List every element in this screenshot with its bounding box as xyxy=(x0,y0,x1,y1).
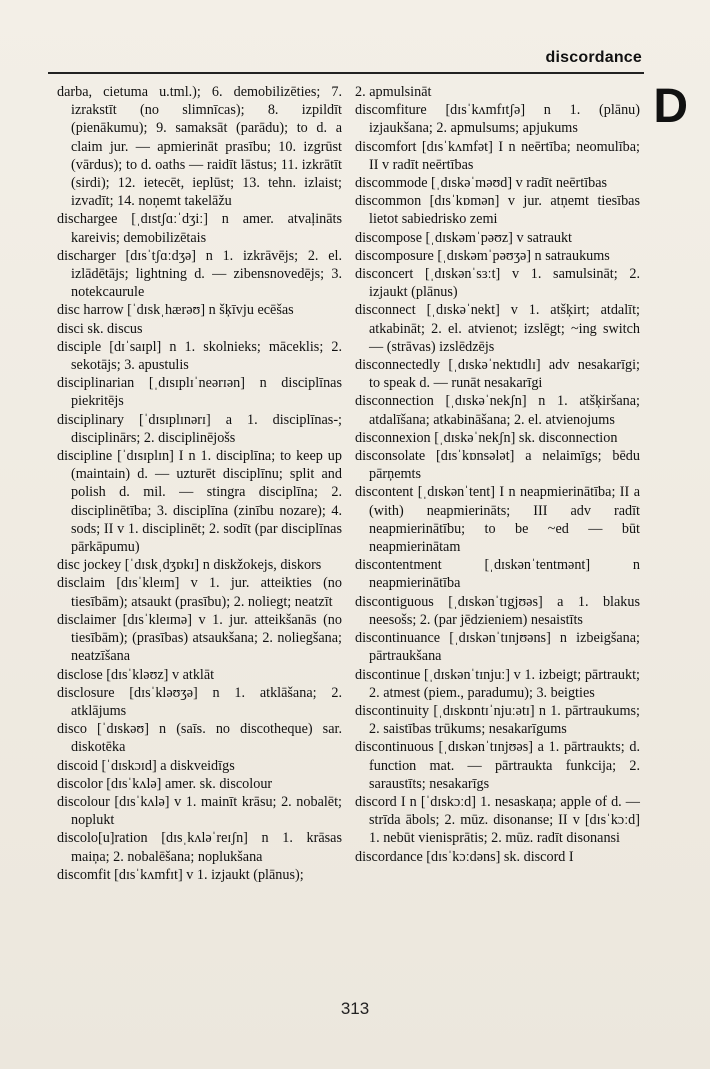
dictionary-entry: disconnexion [ˌdɪskəˈnekʃn] sk. disconnection xyxy=(355,429,618,446)
dictionary-entry: discipline [ˈdɪsɪplɪn] I n 1. disciplīna; to keep up (maintain) d. — uzturēt disciplīnu; split and polish d. mil. — stingra disciplīna; 2. disciplinētība; 3. disciplīna (zinību nozare); 4. sods; II v 1. disciplinēt; 2. sodīt (par disciplīnas pārkāpumu) xyxy=(57,448,342,556)
dictionary-entry: disciple [dɪˈsaɪpl] n 1. skolnieks; māceklis; 2. sekotājs; 3. apustulis xyxy=(57,338,342,374)
dictionary-entry: discomposure [ˌdɪskəmˈpəʊʒə] n satraukums xyxy=(355,247,610,264)
dictionary-entry: discommon [dɪsˈkɒmən] v jur. atņemt tiesības lietot sabiedrisko zemi xyxy=(355,193,640,228)
dictionary-entry: discomfort [dɪsˈkʌmfət] I n neērtība; neomulība; II v radīt neērtības xyxy=(355,138,640,173)
dictionary-entry: discontiguous [ˌdɪskənˈtɪgjʊəs] a 1. blakus neesošs; 2. (par jēdzieniem) nesaistīts xyxy=(355,593,640,628)
dictionary-entry: disc jockey [ˈdɪskˌdʒɒkɪ] n diskžokejs, diskors xyxy=(57,557,322,574)
dictionary-entry: disconnection [ˌdɪskəˈnekʃn] n 1. atšķiršana; atdalīšana; atkabināšana; 2. el. atvienojums xyxy=(355,393,640,428)
dictionary-entry: disciplinary [ˈdɪsɪplɪnərɪ] a 1. disciplīnas-; disciplinārs; 2. disciplinējošs xyxy=(57,411,342,446)
dictionary-entry: discoid [ˈdɪskɔɪd] a diskveidīgs xyxy=(57,757,235,774)
dictionary-entry: discommode [ˌdɪskəˈməʊd] v radīt neērtības xyxy=(355,175,608,192)
dictionary-entry: discontent [ˌdɪskənˈtent] I n neapmierinātība; II a (with) neapmierināts; III adv radīt neapmierinātību; to be ~ed — būt neapmierinātam xyxy=(355,484,640,556)
dictionary-entry: discharger [dɪsˈtʃɑːdʒə] n 1. izkrāvējs; 2. el. izlādētājs; lightning d. — zibensnovedējs; 3. notekcaurule xyxy=(57,247,342,301)
dictionary-entry: disco [ˈdɪskəʊ] n (saīs. no discotheque) sar. diskotēka xyxy=(57,721,342,756)
dictionary-entry: disconnectedly [ˌdɪskəˈnektɪdlɪ] adv nesakarīgi; to speak d. — runāt nesakarīgi xyxy=(355,357,640,392)
dictionary-entry: discontinuance [ˌdɪskənˈtɪnjʊəns] n izbeigšana; pārtraukšana xyxy=(355,630,640,665)
dictionary-entry: discolo[u]ration [dɪsˌkʌləˈreɪʃn] n 1. krāsas maiņa; 2. nobalēšana; noplukšana xyxy=(57,830,342,865)
dictionary-entry: disclaim [dɪsˈkleɪm] v 1. jur. atteikties (no tiesībām); atsaukt (prasību); 2. noliegt; neatzīt xyxy=(57,575,342,610)
dictionary-entry: discomfit [dɪsˈkʌmfɪt] v 1. izjaukt (plānus); xyxy=(57,866,304,883)
dictionary-entry: dischargee [ˌdɪstʃɑːˈdʒiː] n amer. atvaļināts kareivis; demobilizētais xyxy=(57,211,342,246)
dictionary-entry: disconsolate [dɪsˈkɒnsələt] a nelaimīgs; bēdu pārņemts xyxy=(355,448,640,483)
running-head: discordance xyxy=(545,49,642,66)
dictionary-entry: discordance [dɪsˈkɔːdəns] sk. discord I xyxy=(355,848,574,865)
dictionary-entry: discomfiture [dɪsˈkʌmfɪtʃə] n 1. (plānu) izjaukšana; 2. apmulsums; apjukums xyxy=(355,102,640,137)
left-column xyxy=(57,83,342,884)
dictionary-entry: disclosure [dɪsˈkləʊʒə] n 1. atklāšana; 2. atklājums xyxy=(57,684,342,719)
dictionary-entry: discompose [ˌdɪskəmˈpəʊz] v satraukt xyxy=(355,229,572,246)
dictionary-entry: disc harrow [ˈdɪskˌhærəʊ] n šķīvju ecēšas xyxy=(57,302,294,319)
page-number: 313 xyxy=(340,999,370,1018)
dictionary-entry: discord I n [ˈdɪskɔːd] 1. nesaskaņa; apple of d. — strīda ābols; 2. mūz. disonanse; II v [dɪsˈkɔːd] 1. nebūt vienisprātis; 2. mūz. radīt disonansi xyxy=(355,793,640,847)
dictionary-entry: discolour [dɪsˈkʌlə] v 1. mainīt krāsu; 2. nobalēt; noplukt xyxy=(57,793,342,829)
dictionary-entry: darba, cietuma u.tml.); 6. demobilizēties; 7. izrakstīt (no slimnīcas); 8. izpildīt (pienākumu); 9. samaksāt (parādu); to d. a claim jur. — apmierināt prasību; 10. izgrūst (vārdus); to d. oaths — raidīt lāstus; 11. izkrātīt (sirdi); 12. ietecēt, ieplūst; 13. tehn. izlaist; izvadīt; 14. noņemt takelāžu xyxy=(57,84,342,210)
dictionary-entry: discontinue [ˌdɪskənˈtɪnjuː] v 1. izbeigt; pārtraukt; 2. atmest (piem., paradumu); 3. beigties xyxy=(355,666,640,701)
dictionary-entry: disconnect [ˌdɪskəˈnekt] v 1. atšķirt; atdalīt; atkabināt; 2. el. atvienot; izslēgt; ~ing switch — (strāvas) izslēdzējs xyxy=(355,302,640,355)
dictionary-entry: discontinuity [ˌdɪskɒntɪˈnjuːətɪ] n 1. pārtraukums; 2. saistības trūkums; nesakarīgums xyxy=(355,702,640,738)
dictionary-entry: discontentment [ˌdɪskənˈtentmənt] n neapmierinātība xyxy=(355,557,640,592)
dictionary-entry: disci sk. discus xyxy=(57,320,143,337)
header-rule xyxy=(48,72,644,74)
dictionary-entry: 2. apmulsināt xyxy=(355,84,432,100)
section-letter: D xyxy=(653,80,688,133)
dictionary-entry: disconcert [ˌdɪskənˈsɜːt] v 1. samulsināt; 2. izjaukt (plānus) xyxy=(355,266,640,301)
dictionary-entry: disclaimer [dɪsˈkleɪmə] v 1. jur. atteikšanās (no tiesībām); (prasības) atsaukšana; 2. noliegšana; neatzīšana xyxy=(57,611,342,665)
dictionary-entry: discolor [dɪsˈkʌlə] amer. sk. discolour xyxy=(57,775,273,792)
dictionary-entry: disciplinarian [ˌdɪsɪplɪˈneərɪən] n disciplīnas piekritējs xyxy=(57,375,342,410)
dictionary-entry: disclose [dɪsˈkləʊz] v atklāt xyxy=(57,666,215,683)
right-column xyxy=(355,83,640,866)
dictionary-entry: discontinuous [ˌdɪskənˈtɪnjʊəs] a 1. pārtraukts; d. function mat. — pārtraukta funkcija; 2. saraustīts; nesakarīgs xyxy=(355,739,640,792)
